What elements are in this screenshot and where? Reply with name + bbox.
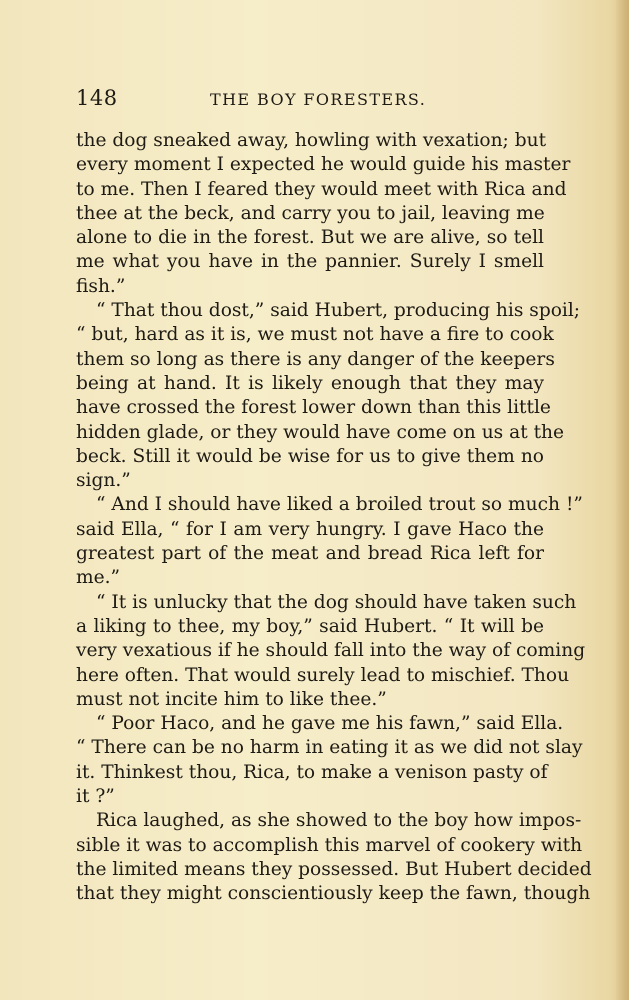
text-line: being at hand. It is likely enough that they may bbox=[76, 372, 544, 394]
page-header bbox=[76, 86, 544, 116]
text-line: “ There can be no harm in eating it as we did not slay bbox=[76, 737, 583, 759]
text-line: that they might conscientiously keep the fawn, though bbox=[76, 883, 591, 905]
text-line: fish.” bbox=[76, 275, 126, 297]
text-line: sible it was to accomplish this marvel of cookery with bbox=[76, 834, 583, 856]
text-line: thee at the beck, and carry you to jail, leaving me bbox=[76, 202, 545, 224]
text-line: the dog sneaked away, howling with vexation; but bbox=[76, 130, 547, 151]
text-line: it. Thinkest thou, Rica, to make a venison pasty of bbox=[76, 761, 548, 783]
text-line: to me. Then I feared they would meet with Rica and bbox=[76, 178, 567, 200]
text-line: every moment I expected he would guide his master bbox=[76, 154, 571, 176]
text-line: me.” bbox=[76, 567, 121, 589]
text-line: “ That thou dost,” said Hubert, producing his spoil; bbox=[96, 300, 581, 322]
text-line: said Ella, “ for I am very hungry. I gave Haco the bbox=[76, 518, 544, 540]
text-line: here often. That would surely lead to mischief. Thou bbox=[76, 664, 570, 686]
text-line: Rica laughed, as she showed to the boy how impos- bbox=[96, 810, 582, 832]
text-line: “ And I should have liked a broiled trout so much !” bbox=[96, 494, 583, 516]
page-edge-shading bbox=[615, 0, 629, 1000]
text-line: have crossed the forest lower down than this little bbox=[76, 397, 551, 419]
text-line: sign.” bbox=[76, 470, 131, 492]
text-line: me what you have in the pannier. Surely I smell bbox=[76, 251, 544, 273]
text-line: them so long as there is any danger of the keepers bbox=[76, 348, 555, 370]
text-line: must not incite him to like thee.” bbox=[76, 688, 387, 710]
text-line: “ but, hard as it is, we must not have a fire to cook bbox=[76, 324, 554, 346]
text-line: beck. Still it would be wise for us to give them no bbox=[76, 445, 544, 467]
running-title: THE BOY FORESTERS. bbox=[210, 90, 427, 109]
text-line: very vexatious if he should fall into the way of coming bbox=[76, 640, 586, 662]
body-text bbox=[76, 129, 592, 907]
text-line: greatest part of the meat and bread Rica left for bbox=[76, 543, 544, 565]
text-line: “ Poor Haco, and he gave me his fawn,” said Ella. bbox=[96, 713, 564, 735]
page-number: 148 bbox=[76, 86, 118, 110]
text-line: “ It is unlucky that the dog should have taken such bbox=[96, 591, 577, 613]
text-line: the limited means they possessed. But Hubert decided bbox=[76, 858, 592, 880]
text-line: alone to die in the forest. But we are alive, so tell bbox=[76, 227, 544, 249]
text-line: it ?” bbox=[76, 786, 115, 808]
text-line: hidden glade, or they would have come on us at the bbox=[76, 421, 565, 443]
text-line: a liking to thee, my boy,” said Hubert. “ It will be bbox=[76, 615, 544, 637]
